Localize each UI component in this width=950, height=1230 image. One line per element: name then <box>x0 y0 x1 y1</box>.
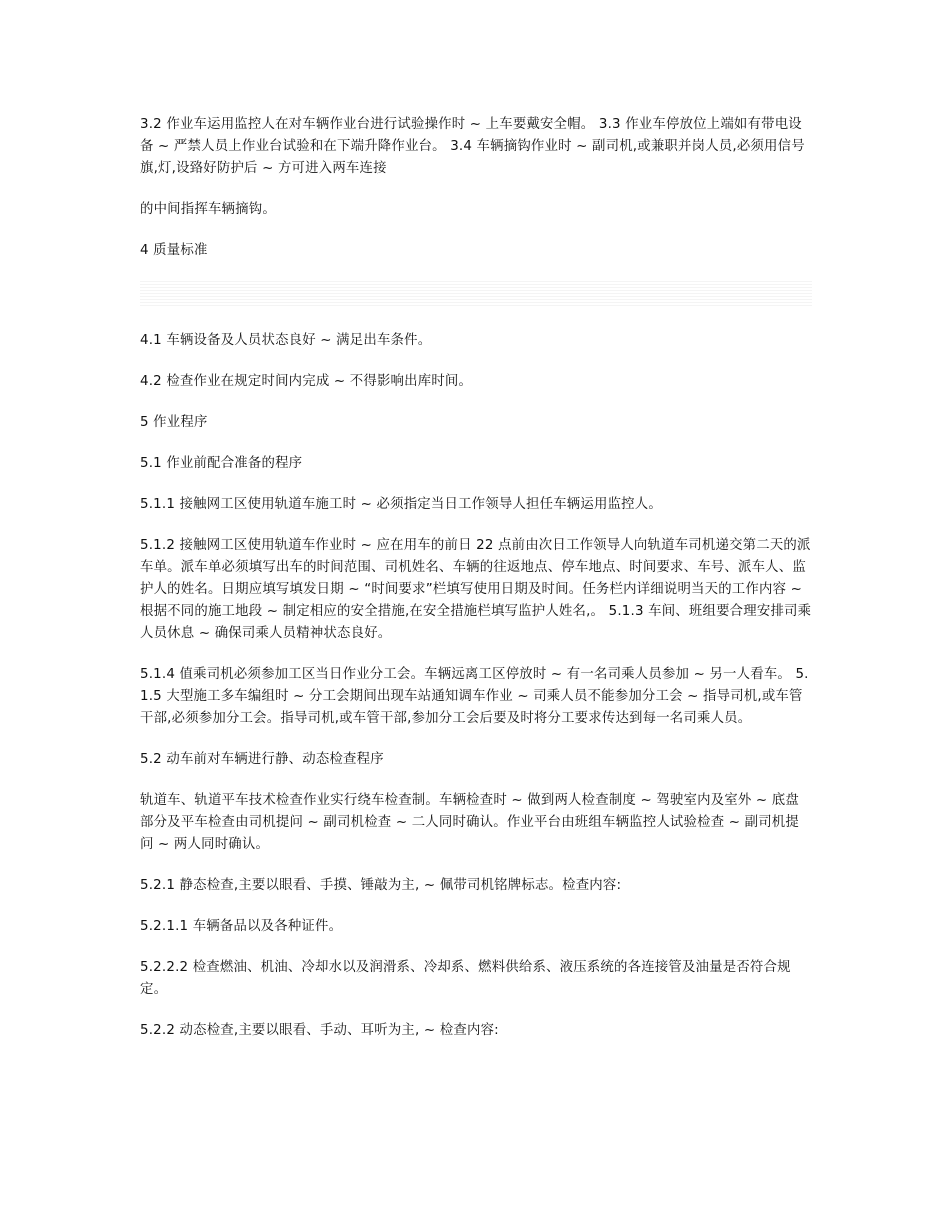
paragraph-5-2-1-1: 5.2.1.1 车辆备品以及各种证件。 <box>140 919 343 934</box>
section-heading-5: 5 作业程序 <box>140 415 208 430</box>
faint-divider <box>140 281 812 307</box>
paragraph-continuation: 的中间指挥车辆摘钩。 <box>140 202 276 217</box>
paragraph-5-2-1: 5.2.1 静态检查,主要以眼看、手摸、锤敲为主, ~ 佩带司机铭牌标志。检查内容: <box>140 878 622 893</box>
document-page <box>140 114 812 1061</box>
section-heading-5-1: 5.1 作业前配合准备的程序 <box>140 456 303 471</box>
paragraph-inspection-system: 轨道车、轨道平车技术检查作业实行绕车检查制。车辆检查时 ~ 做到两人检查制度 ~ 驾驶室内及室外 ~ 底盘部分及平车检查由司机提问 ~ 副司机检查 ~ 二人同时确认。作业平台由班组车辆监控人试验检查 ~ 副司机提问 ~ 两人同时确认。 <box>140 793 799 852</box>
paragraph-5-1-2: 5.1.2 接触网工区使用轨道车作业时 ~ 应在用车的前日 22 点前由次日工作领导人向轨道车司机递交第二天的派车单。派车单必须填写出车的时间范围、司机姓名、车辆的往返地点、停车地点、时间要求、车号、派车人、监护人的姓名。日期应填写填发日期 ~ “时间要求”栏填写使用日期及时间。任务栏内详细说明当天的工作内容 ~ 根据不同的施工地段 ~ 制定相应的安全措施,在安全措施栏填写监护人姓名,。 5.1.3 车间、班组要合理安排司乘人员休息 ~ 确保司乘人员精神状态良好。 <box>140 538 812 641</box>
paragraph-5-1-1: 5.1.1 接触网工区使用轨道车施工时 ~ 必须指定当日工作领导人担任车辆运用监控人。 <box>140 497 662 512</box>
paragraph-4-1: 4.1 车辆设备及人员状态良好 ~ 满足出车条件。 <box>140 333 432 348</box>
paragraph-4-2: 4.2 检查作业在规定时间内完成 ~ 不得影响出库时间。 <box>140 374 473 389</box>
section-heading-4: 4 质量标准 <box>140 243 208 258</box>
paragraph-5-2-2-2: 5.2.2.2 检查燃油、机油、冷却水以及润滑系、冷却系、燃料供给系、液压系统的各连接管及油量是否符合规定。 <box>140 960 791 997</box>
paragraph-5-2-2: 5.2.2 动态检查,主要以眼看、手动、耳听为主, ~ 检查内容: <box>140 1023 499 1038</box>
section-heading-5-2: 5.2 动车前对车辆进行静、动态检查程序 <box>140 752 384 767</box>
paragraph-5-1-4: 5.1.4 值乘司机必须参加工区当日作业分工会。车辆远离工区停放时 ~ 有一名司乘人员参加 ~ 另一人看车。 5.1.5 大型施工多车编组时 ~ 分工会期间出现车站通知调车作业 ~ 司乘人员不能参加分工会 ~ 指导司机,或车管干部,必须参加分工会。指导司机,或车管干部,参加分工会后要及时将分工要求传达到每一名司乘人员。 <box>140 667 809 726</box>
paragraph-3-2-to-3-4: 3.2 作业车运用监控人在对车辆作业台进行试验操作时 ~ 上车要戴安全帽。 3.3 作业车停放位上端如有带电设备 ~ 严禁人员上作业台试验和在下端升降作业台。 3.4 车辆摘钩作业时 ~ 副司机,或兼职并岗人员,必须用信号旗,灯,设臵好防护后 ~ 方可进入两车连接 <box>140 117 805 176</box>
